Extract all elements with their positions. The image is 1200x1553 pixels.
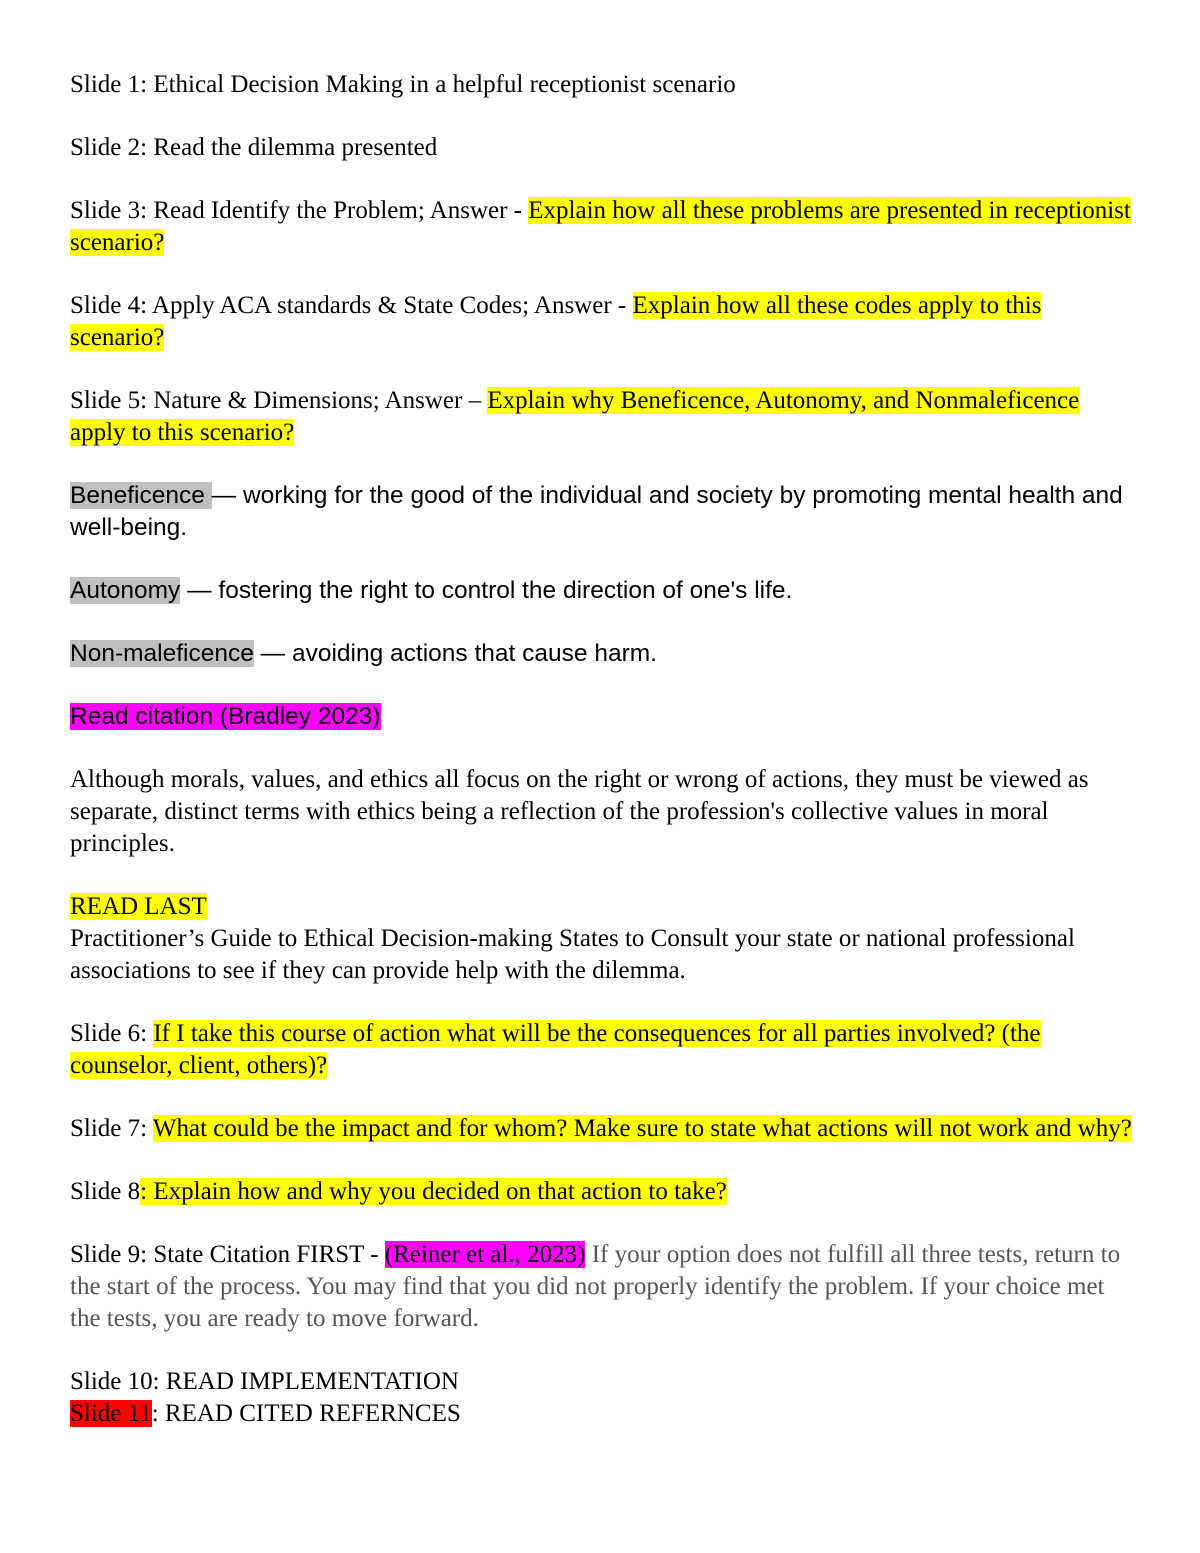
slide-11-label: Slide 11 [70, 1400, 152, 1427]
slide-6-highlight: If I take this course of action what will be the consequences for all parties involved? (the counselor, client, others)? [70, 1020, 1041, 1079]
beneficence-term: Beneficence [70, 482, 212, 509]
slide-6-paragraph [70, 1018, 1135, 1082]
slide-1-line [70, 69, 1135, 101]
reiner-citation: (Reiner et al., 2023) [384, 1241, 586, 1268]
slide-5-highlight: Explain why Beneficence, Autonomy, and Nonmaleficence apply to this scenario? [70, 387, 1080, 446]
nonmaleficence-text: — avoiding actions that cause harm. [253, 640, 657, 667]
slide-3-paragraph [70, 195, 1135, 259]
slide-7-highlight: What could be the impact and for whom? Make sure to state what actions will not work and why? [152, 1115, 1132, 1142]
morals-paragraph [70, 764, 1135, 860]
beneficence-definition [70, 480, 1135, 544]
autonomy-text: — fostering the right to control the direction of one's life. [180, 577, 793, 604]
slide-4-lead: Slide 4: Apply ACA standards & State Codes; Answer - [70, 292, 633, 319]
slide-2-line [70, 132, 1135, 164]
slide-10-text: Slide 10: READ IMPLEMENTATION [70, 1368, 459, 1395]
slide-11-text: : READ CITED REFERNCES [151, 1400, 461, 1427]
document-page [70, 69, 1135, 1461]
read-last-label-line [70, 891, 1135, 923]
autonomy-term: Autonomy [70, 577, 181, 604]
slide-8-lead: Slide 8 [70, 1178, 141, 1205]
slide-10-line [70, 1366, 1135, 1398]
autonomy-definition [70, 575, 1135, 607]
slide-9-text: If your option does not fulfill all three tests, return to the start of the process. You may find that you did not properly identify the problem. If your choice met the tests, you are ready to move forward. [70, 1241, 1121, 1332]
slide-8-paragraph [70, 1176, 1135, 1208]
read-last-label: READ LAST [70, 893, 207, 920]
read-last-paragraph [70, 923, 1135, 987]
slide-2-text: Slide 2: Read the dilemma presented [70, 134, 438, 161]
slide-5-paragraph [70, 385, 1135, 449]
slide-1-text: Slide 1: Ethical Decision Making in a helpful receptionist scenario [70, 71, 736, 98]
slide-9-paragraph [70, 1239, 1135, 1335]
slide-11-line [70, 1398, 1135, 1430]
slide-4-paragraph [70, 290, 1135, 354]
slide-4-highlight: Explain how all these codes apply to this scenario? [70, 292, 1042, 351]
slide-8-highlight: : Explain how and why you decided on that action to take? [140, 1178, 727, 1205]
bradley-citation: Read citation (Bradley 2023) [70, 703, 381, 730]
slide-3-lead: Slide 3: Read Identify the Problem; Answer - [70, 197, 529, 224]
slide-7-lead: Slide 7: [70, 1115, 153, 1142]
morals-text: Although morals, values, and ethics all focus on the right or wrong of actions, they must be viewed as separate, distinct terms with ethics being a reflection of the profession's collective values in moral principles. [70, 766, 1089, 857]
nonmaleficence-term: Non-maleficence [70, 640, 254, 667]
beneficence-text: — working for the good of the individual and society by promoting mental health and well-being. [70, 482, 1123, 541]
slide-5-lead: Slide 5: Nature & Dimensions; Answer – [70, 387, 488, 414]
bradley-citation-line [70, 701, 1135, 733]
read-last-text: Practitioner’s Guide to Ethical Decision-making States to Consult your state or national professional associations to see if they can provide help with the dilemma. [70, 925, 1075, 984]
slide-7-paragraph [70, 1113, 1135, 1145]
nonmaleficence-definition [70, 638, 1135, 670]
slide-9-lead: Slide 9: State Citation FIRST - [70, 1241, 385, 1268]
slide-6-lead: Slide 6: [70, 1020, 154, 1047]
slide-3-highlight: Explain how all these problems are presented in receptionist scenario? [70, 197, 1131, 256]
